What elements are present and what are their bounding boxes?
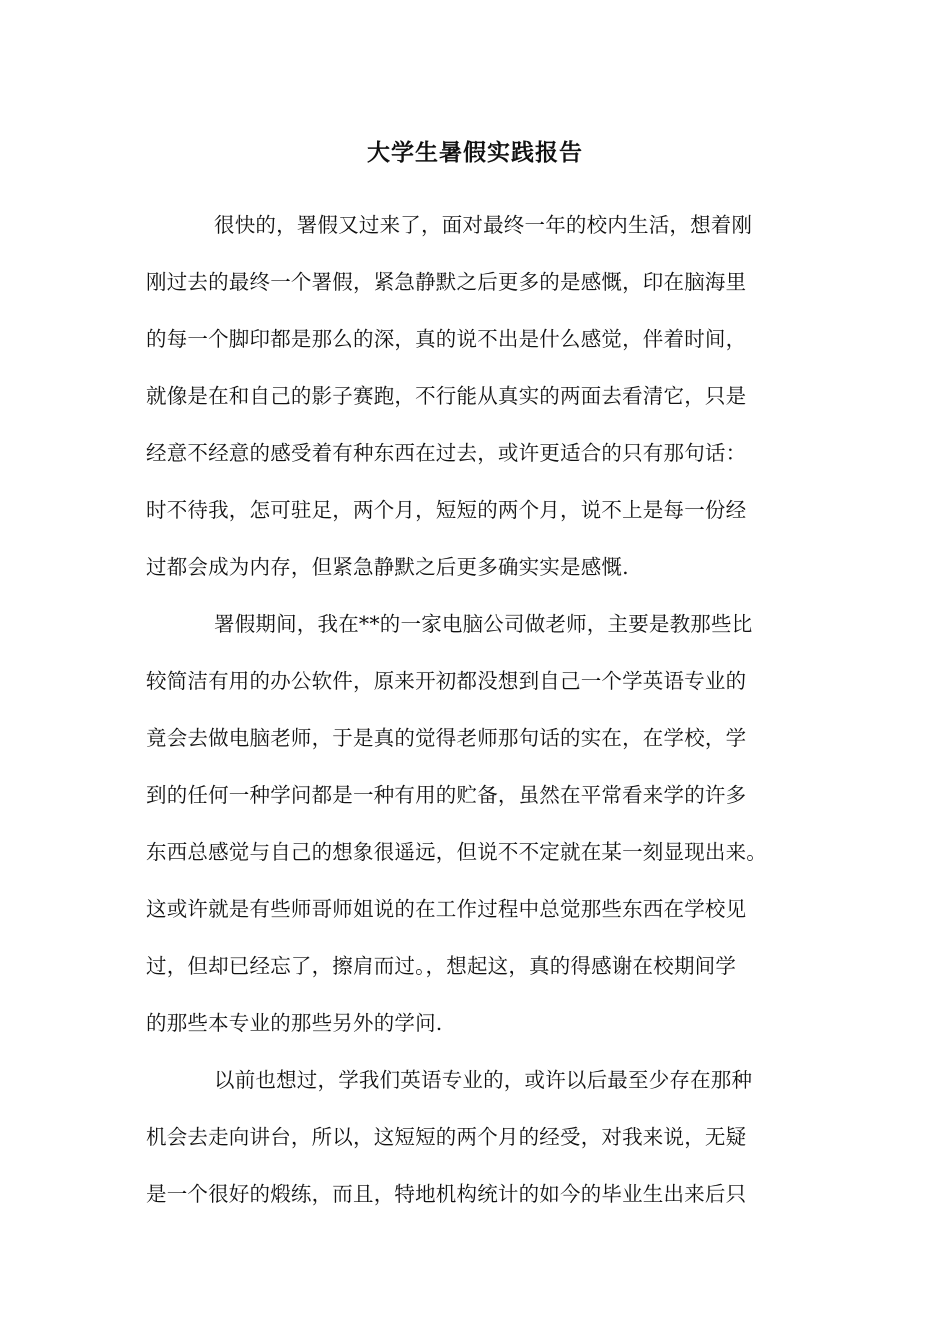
paragraph-1-line-7: 过都会成为内存，但紧急静默之后更多确实实是感慨. <box>146 555 629 579</box>
paragraph-2-line-4: 到的任何一种学问都是一种有用的贮备，虽然在平常看来学的许多 <box>146 783 747 807</box>
paragraph-1-line-1: 很快的，署假又过来了，面对最终一年的校内生活，想着刚 <box>214 213 753 237</box>
paragraph-1-line-2: 刚过去的最终一个署假，紧急静默之后更多的是感慨，印在脑海里 <box>146 270 747 294</box>
paragraph-2-line-1: 署假期间，我在**的一家电脑公司做老师，主要是教那些比 <box>214 612 753 636</box>
paragraph-1-line-5: 经意不经意的感受着有种东西在过去，或许更适合的只有那句话： <box>146 441 747 465</box>
paragraph-3-line-2: 机会去走向讲台，所以，这短短的两个月的经受，对我来说，无疑 <box>146 1125 747 1149</box>
paragraph-3-line-1: 以前也想过，学我们英语专业的，或许以后最至少存在那种 <box>214 1068 753 1092</box>
paragraph-1-line-3: 的每一个脚印都是那么的深，真的说不出是什么感觉，伴着时间， <box>146 327 747 351</box>
paragraph-2-line-5: 东西总感觉与自己的想象很遥远，但说不不定就在某一刻显现出来。 <box>146 840 767 864</box>
paragraph-2-line-6: 这或许就是有些师哥师姐说的在工作过程中总觉那些东西在学校见 <box>146 897 747 921</box>
document-title: 大学生暑假实践报告 <box>367 139 583 166</box>
paragraph-2-line-8: 的那些本专业的那些另外的学问. <box>146 1011 443 1035</box>
paragraph-1-line-6: 时不待我，怎可驻足，两个月，短短的两个月，说不上是每一份经 <box>146 498 747 522</box>
paragraph-3-line-3: 是一个很好的煅练，而且，特地机构统计的如今的毕业生出来后只 <box>146 1182 747 1206</box>
paragraph-1-line-4: 就像是在和自己的影子赛跑，不行能从真实的两面去看清它，只是 <box>146 384 747 408</box>
paragraph-2-line-7: 过，但却已经忘了，擦肩而过。，想起这，真的得感谢在校期间学 <box>146 954 737 978</box>
paragraph-2-line-3: 竟会去做电脑老师，于是真的觉得老师那句话的实在，在学校，学 <box>146 726 747 750</box>
paragraph-2-line-2: 较简洁有用的办公软件，原来开初都没想到自己一个学英语专业的 <box>146 669 747 693</box>
